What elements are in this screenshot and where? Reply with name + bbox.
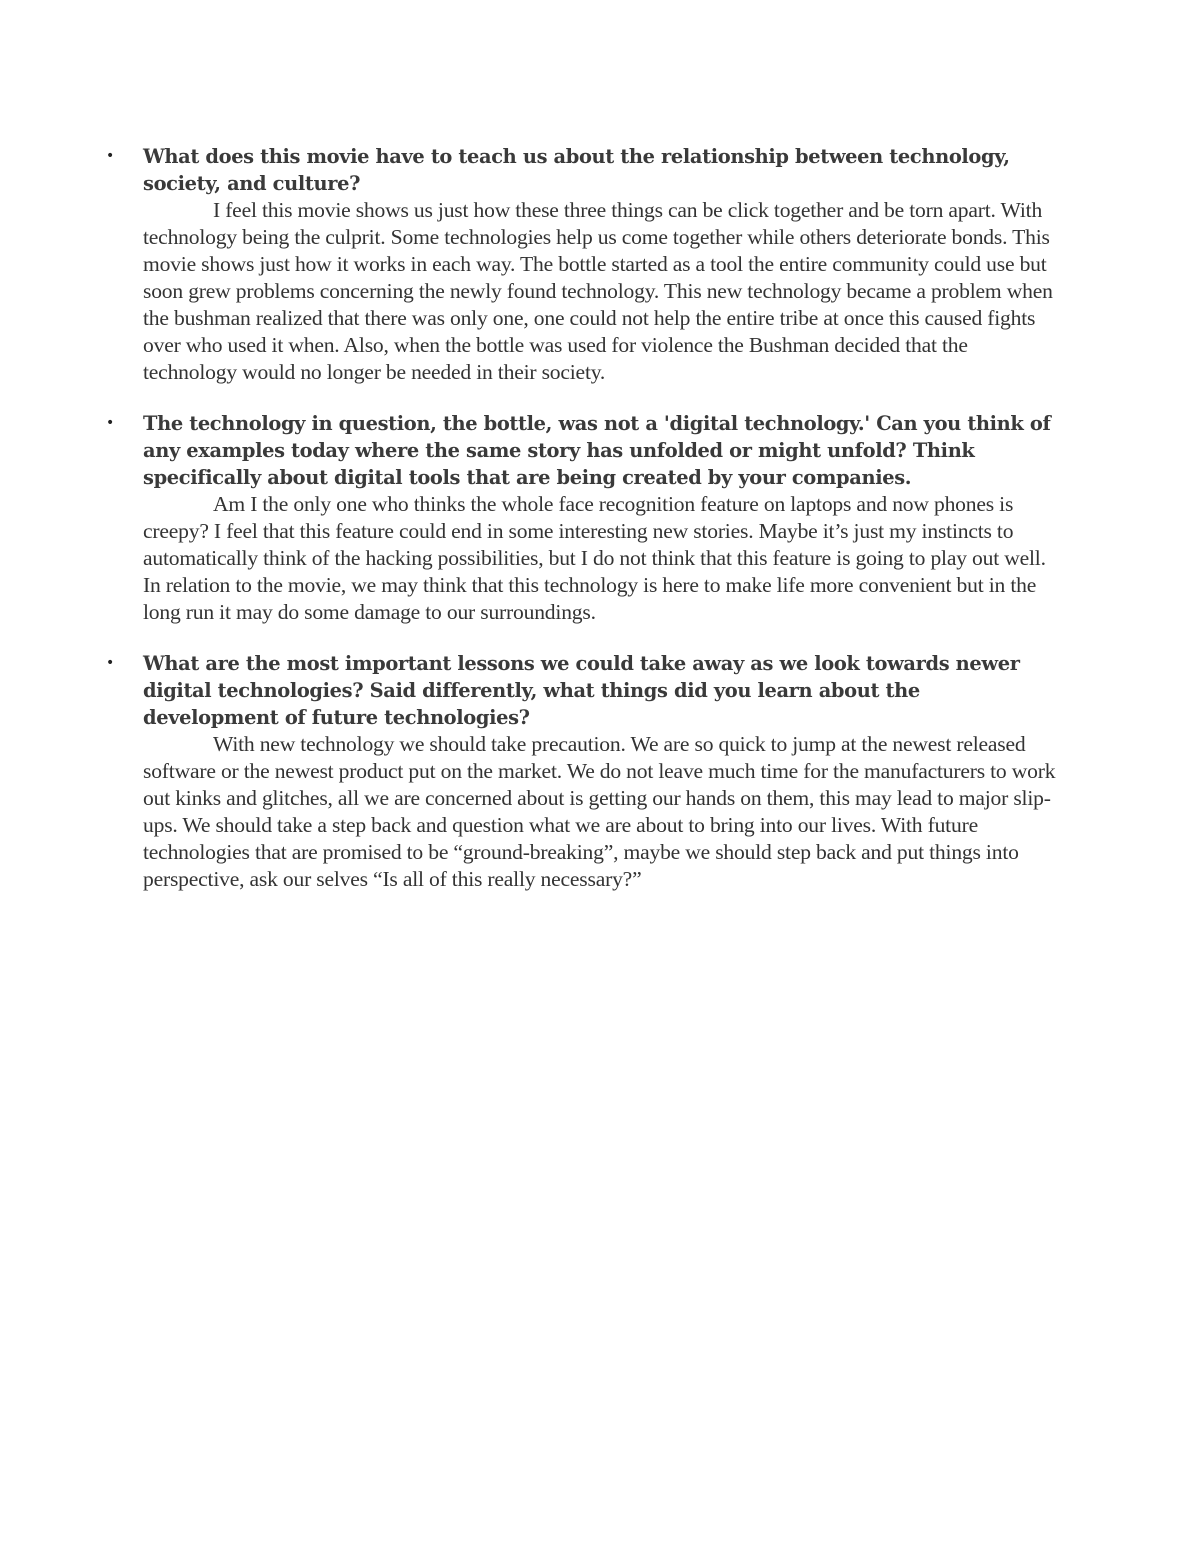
- question-text: What are the most important lessons we could take away as we look towards newer digital technologies? Said differently, what things did you learn about the development of future technologies?: [143, 652, 1020, 729]
- bullet-icon: •: [106, 148, 114, 164]
- bullet-icon: •: [106, 655, 114, 671]
- question-text: The technology in question, the bottle, was not a 'digital technology.' Can you think of any examples today where the same story has unfolded or might unfold? Think specifically about digital tools that are being created by your companies.: [143, 412, 1051, 489]
- bullet-icon: •: [106, 415, 114, 431]
- list-item: [100, 410, 1060, 626]
- answer-text: Am I the only one who thinks the whole face recognition feature on laptops and now phones is creepy? I feel that this feature could end in some interesting new stories. Maybe it’s just my instincts to automatically think of the hacking possibilities, but I do not think that this feature is going to play out well. In relation to the movie, we may think that this technology is here to make life more convenient but in the long run it may do some damage to our surroundings.: [143, 492, 1046, 624]
- question-text: What does this movie have to teach us about the relationship between technology, society, and culture?: [143, 145, 1010, 195]
- answer-text: With new technology we should take precaution. We are so quick to jump at the newest released software or the newest product put on the market. We do not leave much time for the manufacturers to work out kinks and glitches, all we are concerned about is getting our hands on them, this may lead to major slip-ups. We should take a step back and question what we are about to bring into our lives. With future technologies that are promised to be “ground-breaking”, maybe we should step back and put things into perspective, ask our selves “Is all of this really necessary?”: [143, 732, 1056, 891]
- answer-text: I feel this movie shows us just how these three things can be click together and be torn apart. With technology being the culprit. Some technologies help us come together while others deteriorate bonds. This movie shows just how it works in each way. The bottle started as a tool the entire community could use but soon grew problems concerning the newly found technology. This new technology became a problem when the bushman realized that there was only one, one could not help the entire tribe at once this caused fights over who used it when. Also, when the bottle was used for violence the Bushman decided that the technology would no longer be needed in their society.: [143, 198, 1053, 384]
- question-list: [100, 143, 1060, 917]
- list-item: [100, 143, 1060, 386]
- list-item: [100, 650, 1060, 893]
